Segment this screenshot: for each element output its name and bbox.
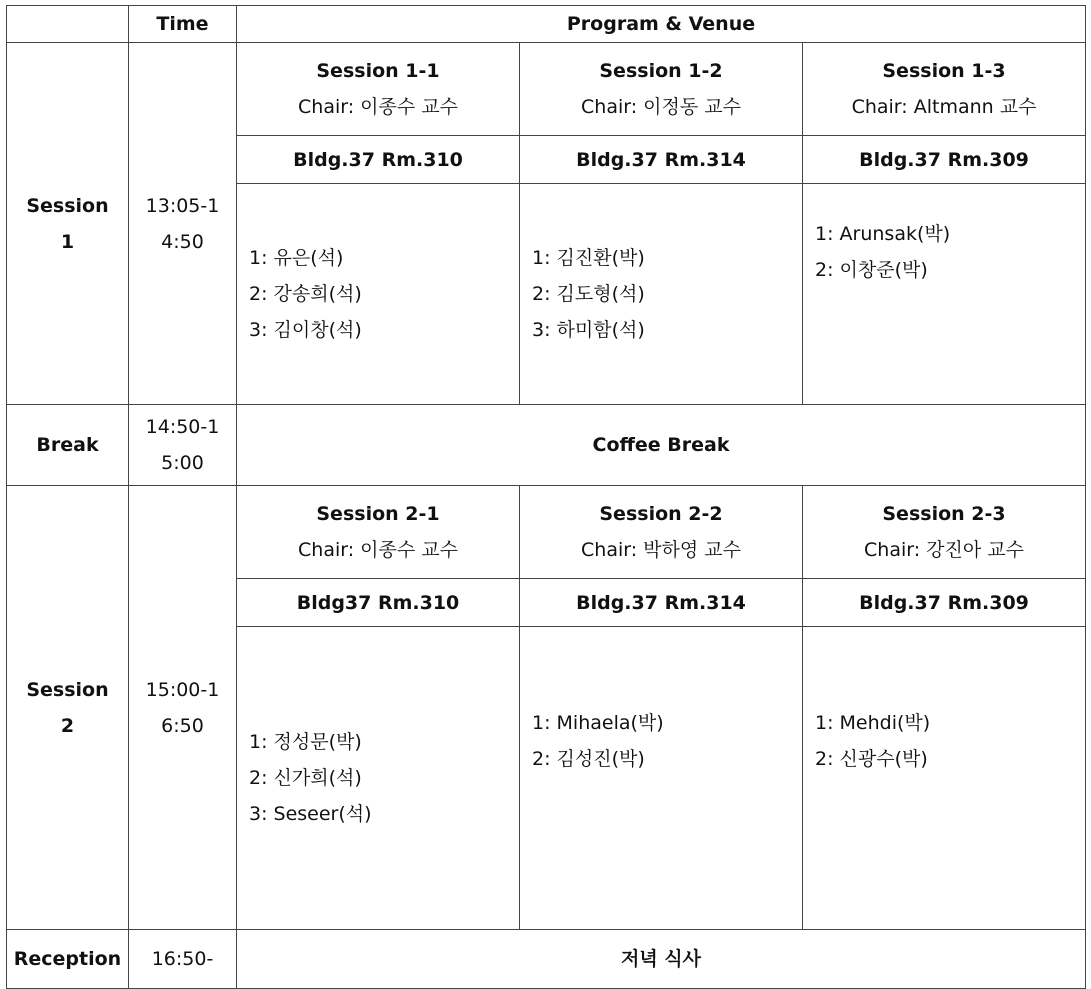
session-1-2-title: Session 1-2 xyxy=(599,60,723,82)
talk-item: 1: 김진환(박) xyxy=(532,247,645,269)
talk-item: 3: 김이창(석) xyxy=(249,319,362,341)
talk-item: 2: 이창준(박) xyxy=(815,259,928,281)
header-time: Time xyxy=(129,6,237,43)
talk-item: 2: 김성진(박) xyxy=(532,748,645,770)
talk-item: 1: Arunsak(박) xyxy=(815,223,951,245)
talk-item: 1: 유은(석) xyxy=(249,247,344,269)
session-2-1-talks xyxy=(237,627,520,930)
session-1-2-chair: Chair: 이정동 교수 xyxy=(581,96,741,118)
session1-time-line2: 4:50 xyxy=(161,230,204,253)
session-2-1-chair: Chair: 이종수 교수 xyxy=(298,539,458,561)
reception-time: 16:50- xyxy=(129,930,237,989)
session-2-3-venue: Bldg.37 Rm.309 xyxy=(803,579,1086,627)
session-2-1-title: Session 2-1 xyxy=(316,503,440,525)
session-1-3-talks xyxy=(803,184,1086,405)
talk-item: 2: 신가희(석) xyxy=(249,767,362,789)
session2-time-line1: 15:00-1 xyxy=(145,678,220,701)
session1-label xyxy=(7,43,129,405)
talk-item: 3: Seseer(석) xyxy=(249,803,372,825)
session-2-2-venue: Bldg.37 Rm.314 xyxy=(520,579,803,627)
session-1-1-talks xyxy=(237,184,520,405)
talk-item: 1: Mehdi(박) xyxy=(815,712,931,734)
header-blank xyxy=(7,6,129,43)
session1-title-row xyxy=(7,43,1086,136)
break-time xyxy=(129,405,237,486)
session1-label-line1: Session xyxy=(26,194,109,217)
header-program-venue: Program & Venue xyxy=(237,6,1086,43)
session2-label-line1: Session xyxy=(26,678,109,701)
session-1-1-chair: Chair: 이종수 교수 xyxy=(298,96,458,118)
break-time-line1: 14:50-1 xyxy=(145,416,220,438)
session-1-2-talks xyxy=(520,184,803,405)
talk-item: 1: Mihaela(박) xyxy=(532,712,664,734)
talk-item: 2: 김도형(석) xyxy=(532,283,645,305)
session-1-2-header xyxy=(520,43,803,136)
session-2-2-title: Session 2-2 xyxy=(599,503,723,525)
talk-item: 3: 하미함(석) xyxy=(532,319,645,341)
break-time-line2: 5:00 xyxy=(161,452,204,474)
session-2-1-header xyxy=(237,486,520,579)
session-2-3-chair: Chair: 강진아 교수 xyxy=(864,539,1024,561)
session-1-3-header xyxy=(803,43,1086,136)
session-1-3-title: Session 1-3 xyxy=(882,60,1006,82)
reception-text: 저녁 식사 xyxy=(237,930,1086,989)
reception-row xyxy=(7,930,1086,989)
session-2-3-talks xyxy=(803,627,1086,930)
session1-time-line1: 13:05-1 xyxy=(145,194,220,217)
session1-label-line2: 1 xyxy=(60,230,75,253)
session-1-3-venue: Bldg.37 Rm.309 xyxy=(803,136,1086,184)
coffee-break-text: Coffee Break xyxy=(237,405,1086,486)
session-2-2-talks xyxy=(520,627,803,930)
reception-label: Reception xyxy=(7,930,129,989)
talk-item: 1: 정성문(박) xyxy=(249,731,362,753)
session-2-2-header xyxy=(520,486,803,579)
session-1-1-venue: Bldg.37 Rm.310 xyxy=(237,136,520,184)
session-1-1-header xyxy=(237,43,520,136)
session-1-2-venue: Bldg.37 Rm.314 xyxy=(520,136,803,184)
session-2-3-header xyxy=(803,486,1086,579)
session-1-3-chair: Chair: Altmann 교수 xyxy=(851,96,1037,118)
session2-label xyxy=(7,486,129,930)
break-label: Break xyxy=(7,405,129,486)
session-2-1-venue: Bldg37 Rm.310 xyxy=(237,579,520,627)
session-1-1-title: Session 1-1 xyxy=(316,60,440,82)
break-row xyxy=(7,405,1086,486)
header-row xyxy=(7,6,1086,43)
session1-time xyxy=(129,43,237,405)
session2-title-row xyxy=(7,486,1086,579)
schedule-table xyxy=(6,5,1086,989)
session-2-3-title: Session 2-3 xyxy=(882,503,1006,525)
session2-time-line2: 6:50 xyxy=(161,714,204,737)
talk-item: 2: 강송희(석) xyxy=(249,283,362,305)
session-2-2-chair: Chair: 박하영 교수 xyxy=(581,539,741,561)
session2-label-line2: 2 xyxy=(60,714,75,737)
session2-time xyxy=(129,486,237,930)
talk-item: 2: 신광수(박) xyxy=(815,748,928,770)
